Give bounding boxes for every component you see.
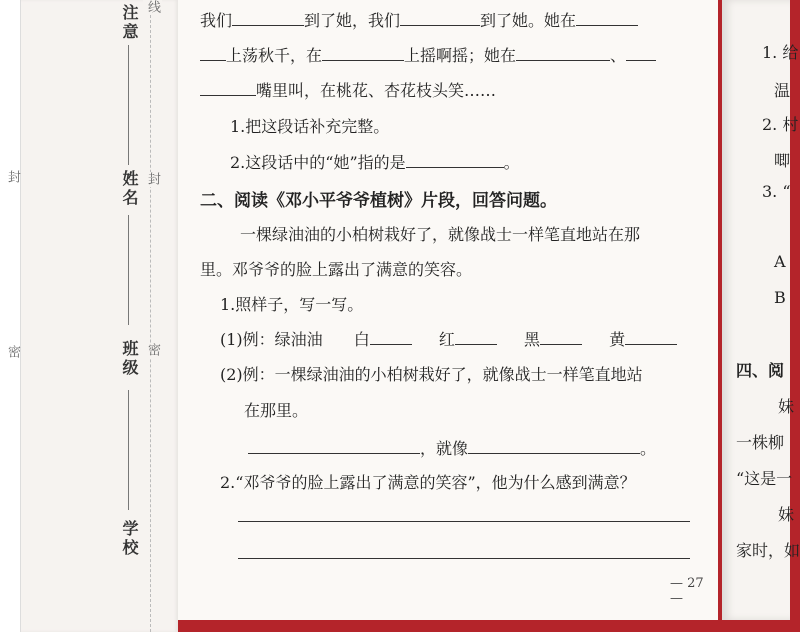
facing-line: A bbox=[774, 252, 786, 271]
blank[interactable] bbox=[406, 151, 504, 168]
sub-question-1: 1.照样子，写一写。 bbox=[220, 295, 364, 314]
class-label: 班级 bbox=[120, 340, 139, 378]
blank[interactable] bbox=[626, 44, 656, 61]
worksheet-page bbox=[178, 0, 718, 620]
reading-para-line-1: 一棵绿油油的小柏树栽好了，就像战士一样笔直地站在那 bbox=[240, 225, 641, 244]
seal-line-mark: 线 bbox=[145, 0, 160, 15]
facing-page bbox=[722, 0, 800, 620]
facing-line: 温 bbox=[774, 81, 791, 100]
example-2-fill: ，就像 。 bbox=[248, 436, 656, 459]
blank[interactable] bbox=[576, 9, 638, 26]
binding-edge bbox=[0, 0, 21, 632]
sub-question-2: 2.“邓爷爷的脸上露出了满意的笑容”，他为什么感到满意？ bbox=[220, 473, 636, 492]
blank[interactable] bbox=[516, 44, 610, 61]
page-number: — 27 — bbox=[670, 576, 704, 606]
blank[interactable] bbox=[200, 79, 256, 96]
section-2-title: 二、阅读《邓小平爷爷植树》片段，回答问题。 bbox=[200, 191, 557, 211]
blank[interactable] bbox=[625, 328, 677, 345]
class-line bbox=[128, 390, 129, 510]
example-2-line-1: (2)例：一棵绿油油的小柏树栽好了，就像战士一样笔直地站 bbox=[220, 365, 643, 384]
cut-line bbox=[150, 0, 151, 632]
facing-line: 妹 bbox=[778, 397, 795, 416]
edge-seal-2: 密 bbox=[5, 345, 20, 360]
passage-line-3: 嘴里叫，在桃花、杏花枝头笑…… bbox=[200, 78, 496, 101]
blank[interactable] bbox=[400, 9, 480, 26]
blank[interactable] bbox=[468, 437, 640, 454]
edge-seal-1: 封 bbox=[5, 170, 20, 185]
facing-line: 一株柳 bbox=[736, 433, 785, 452]
name-line-top bbox=[128, 45, 129, 165]
blank[interactable] bbox=[248, 437, 420, 454]
answer-line[interactable] bbox=[238, 558, 690, 559]
blank[interactable] bbox=[232, 9, 304, 26]
facing-line: “这是一 bbox=[736, 469, 793, 488]
question-2: 2.这段话中的“她”指的是 。 bbox=[230, 153, 520, 172]
blank[interactable] bbox=[200, 44, 226, 61]
facing-line: 四、阅 bbox=[736, 361, 785, 380]
answer-line[interactable] bbox=[238, 521, 690, 522]
passage-line-2: 上荡秋千，在 上摇啊摇；她在 、 bbox=[200, 43, 656, 66]
name-label: 姓名 bbox=[120, 170, 139, 208]
facing-line: B bbox=[774, 288, 786, 307]
blank[interactable] bbox=[370, 328, 412, 345]
facing-line: 2. 村 bbox=[762, 115, 799, 134]
facing-line: 唧 bbox=[774, 151, 791, 170]
warning-label: 注意 bbox=[120, 4, 139, 42]
example-1: (1)例：绿油油 白 红 黑 黄 bbox=[220, 327, 677, 350]
example-2-line-2: 在那里。 bbox=[244, 401, 309, 420]
passage-line-1: 我们 到了她，我们 到了她。她在 bbox=[200, 8, 638, 31]
blank[interactable] bbox=[455, 328, 497, 345]
school-label: 学校 bbox=[120, 520, 139, 558]
question-1: 1.把这段话补充完整。 bbox=[230, 117, 390, 136]
facing-line: 3. “ bbox=[762, 182, 791, 201]
blank[interactable] bbox=[322, 44, 404, 61]
facing-line: 1. 给 bbox=[762, 43, 799, 62]
facing-line: 家时，如 bbox=[736, 541, 800, 560]
seal-mark-2: 密 bbox=[145, 343, 160, 358]
reading-para-line-2: 里。邓爷爷的脸上露出了满意的笑容。 bbox=[200, 260, 473, 279]
facing-line: 妹 bbox=[778, 505, 795, 524]
seal-mark-1: 封 bbox=[145, 172, 160, 187]
blank[interactable] bbox=[540, 328, 582, 345]
binding-strip bbox=[0, 0, 178, 632]
name-line bbox=[128, 215, 129, 325]
